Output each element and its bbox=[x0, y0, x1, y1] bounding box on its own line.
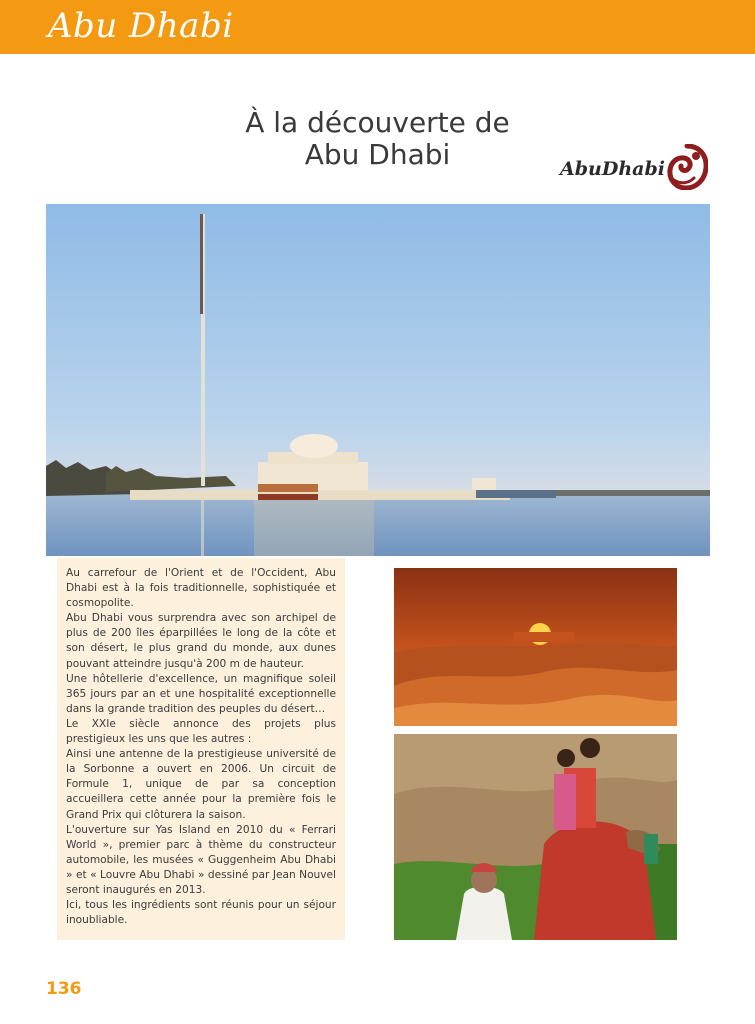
page-title-line-2: Abu Dhabi bbox=[304, 137, 451, 171]
desert-sunset-photo bbox=[394, 568, 677, 726]
hero-photo-corniche-mosque bbox=[46, 204, 710, 556]
paragraph: Le XXIe siècle annonce des projets plus prestigieux les uns que les autres : bbox=[66, 717, 336, 746]
paragraph: L'ouverture sur Yas Island en 2010 du « Ferrari World », premier parc à thème du constructeur automobile, les musées « Guggenheim Abu Dhabi » et « Louvre Abu Dhabi » dessiné par Jean Nouvel seront inaugurés en 2013. bbox=[66, 823, 336, 896]
paragraph: Au carrefour de l'Orient et de l'Occident, Abu Dhabi est à la fois traditionnelle, sophistiquée et cosmopolite. bbox=[66, 567, 336, 610]
paragraph: Abu Dhabi vous surprendra avec son archipel de plus de 200 îles éparpillées le long de la côte et son désert, le plus grand du monde, aux dunes pouvant atteindre jusqu'à 200 m de hauteur. bbox=[66, 612, 336, 670]
page-title bbox=[180, 107, 575, 171]
header-title: Abu Dhabi bbox=[48, 6, 234, 46]
abu-dhabi-logo bbox=[560, 144, 710, 196]
calligraphy-emblem-icon bbox=[666, 144, 708, 190]
paragraph: Ici, tous les ingrédients sont réunis pour un séjour inoubliable. bbox=[66, 899, 336, 927]
header-bar bbox=[0, 0, 755, 54]
logo-wordmark: AbuDhabi bbox=[560, 158, 665, 180]
page-number: 136 bbox=[46, 979, 82, 999]
page-title-line-1: À la découverte de bbox=[245, 105, 510, 139]
camel-riders-photo bbox=[394, 734, 677, 940]
paragraph: Une hôtellerie d'excellence, un magnifique soleil 365 jours par an et une hospitalité exceptionnelle dans la grande tradition des peuples du désert… bbox=[66, 672, 336, 715]
article-body bbox=[66, 566, 336, 928]
paragraph: Ainsi une antenne de la prestigieuse université de la Sorbonne a ouvert en 2006. Un circuit de Formule 1, unique de par sa conception accueillera cette année pour la première fois le Grand Prix qui clôturera la saison. bbox=[66, 748, 336, 821]
